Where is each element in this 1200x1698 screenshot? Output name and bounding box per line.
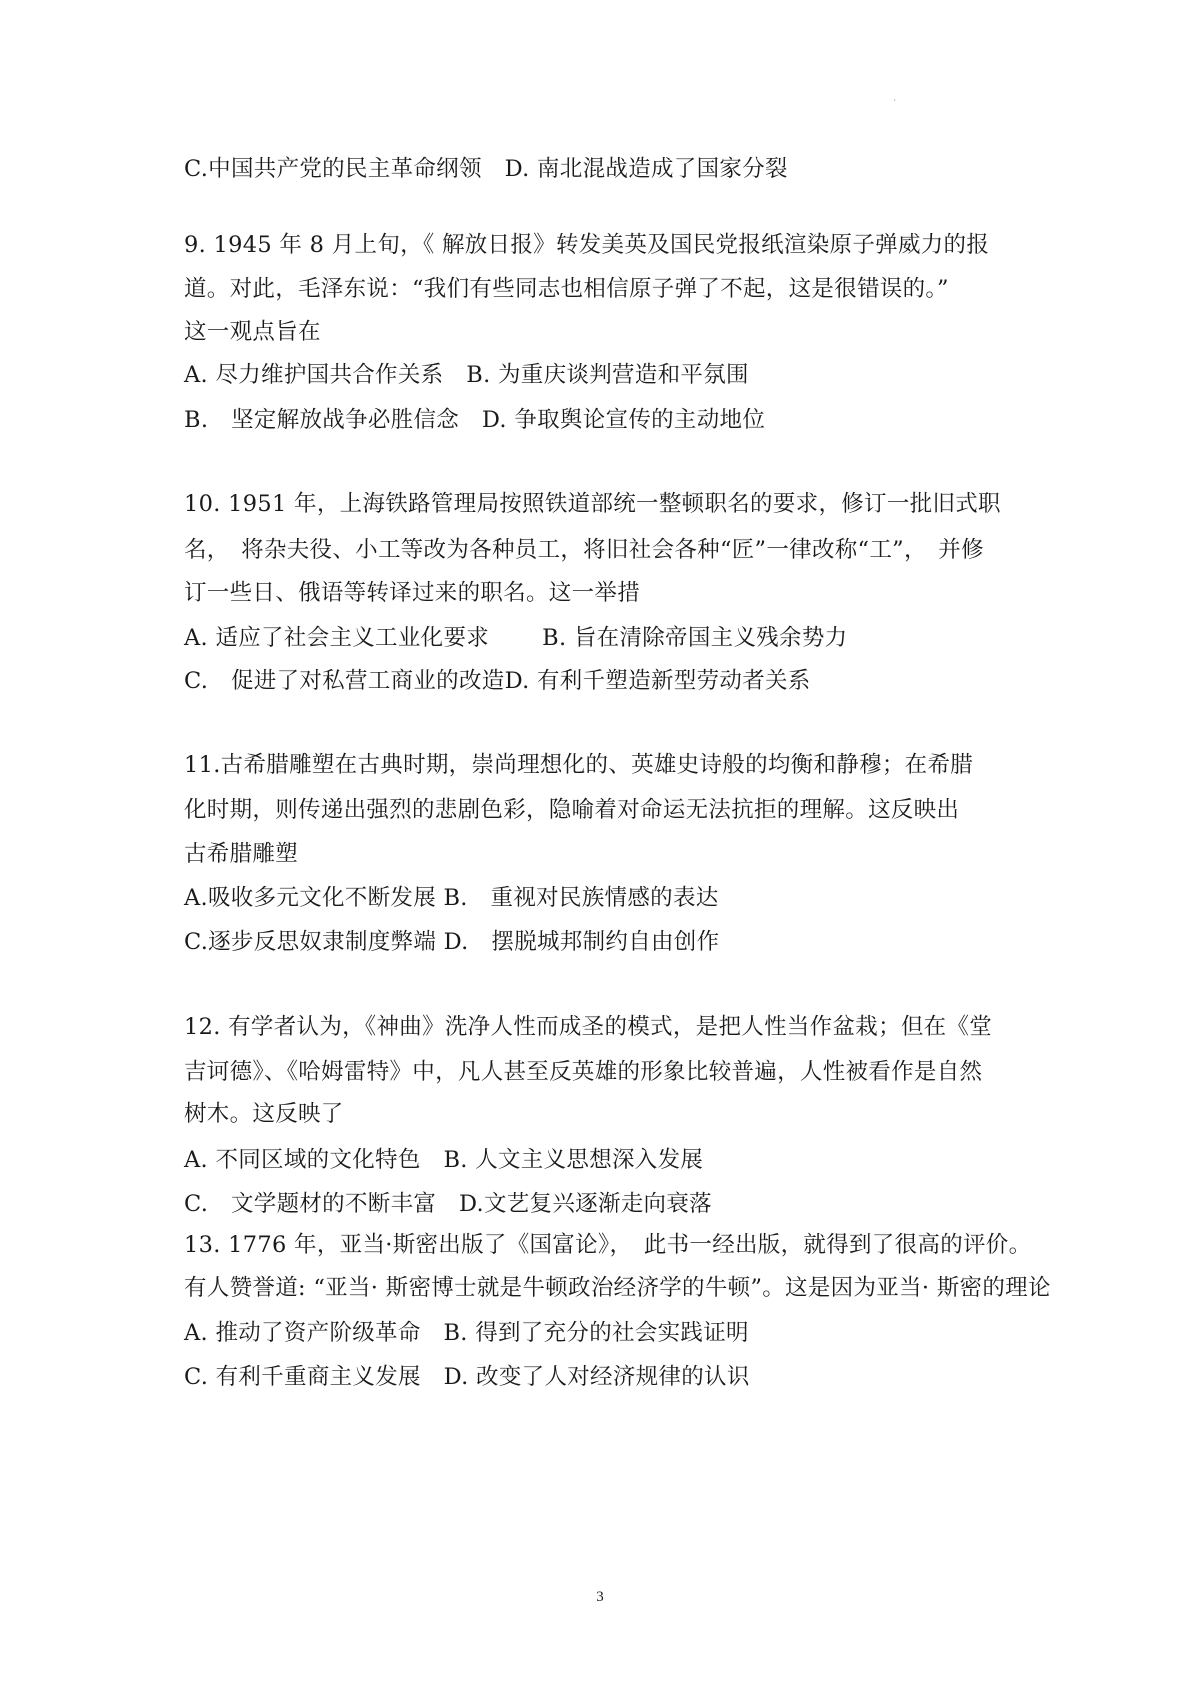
question-9-option-line: A. 尽力维护国共合作关系 B. 为重庆谈判营造和平氛围	[184, 362, 749, 388]
question-12-stem-line: 树木。这反映了	[184, 1101, 344, 1127]
question-11-option-line: A.吸收多元文化不断发展 B. 重视对民族情感的表达	[184, 885, 719, 911]
question-11-stem-line: 11.古希腊雕塑在古典时期，崇尚理想化的、英雄史诗般的均衡和静穆；在希腊	[184, 752, 974, 778]
question-11-option-line: C.逐步反思奴隶制度弊端 D. 摆脱城邦制约自由创作	[184, 929, 720, 955]
question-10-stem-line: 订一些日、俄语等转译过来的职名。这一举措	[184, 580, 641, 606]
question-13-option-line: C. 有利千重商主义发展 D. 改变了人对经济规律的认识	[184, 1364, 750, 1390]
question-12-stem-line: 12. 有学者认为，《神曲》洗净人性而成圣的模式，是把人性当作盆栽；但在《堂	[184, 1014, 993, 1040]
question-10-option-line: A. 适应了社会主义工业化要求 B. 旨在清除帝国主义残余势力	[184, 625, 848, 651]
question-9-stem-line: 9. 1945 年 8 月上旬，《 解放日报》转发美英及国民党报纸渲染原子弹威力的报	[184, 232, 990, 258]
question-11-stem-line: 古希腊雕塑	[184, 841, 299, 867]
question-9-stem-line: 这一观点旨在	[184, 319, 321, 345]
speck-mark: `	[893, 99, 897, 108]
question-9-stem-line: 道。对此，毛泽东说：“我们有些同志也相信原子弹了不起，这是很错误的。”	[184, 276, 949, 302]
question-13-stem-line: 13. 1776 年，亚当·斯密出版了《国富论》， 此书一经出版，就得到了很高的评价。	[184, 1232, 1032, 1258]
question-12-option-line: C. 文学题材的不断丰富 D.文艺复兴逐渐走向衰落	[184, 1191, 712, 1217]
page-number: 3	[596, 1589, 604, 1605]
question-9-option-line: B. 坚定解放战争必胜信念 D. 争取舆论宣传的主动地位	[184, 407, 766, 433]
question-12-option-line: A. 不同区域的文化特色 B. 人文主义思想深入发展	[184, 1147, 704, 1173]
question-10-option-line: C. 促进了对私营工商业的改造D. 有利千塑造新型劳动者关系	[184, 668, 811, 694]
question-8-option-line: C.中国共产党的民主革命纲领 D. 南北混战造成了国家分裂	[184, 156, 788, 182]
question-10-stem-line: 名， 将杂夫役、小工等改为各种员工，将旧社会各种“匠”一律改称“工”， 并修	[184, 537, 984, 563]
question-11-stem-line: 化时期，则传递出强烈的悲剧色彩，隐喻着对命运无法抗拒的理解。这反映出	[184, 797, 960, 823]
question-13-option-line: A. 推动了资产阶级革命 B. 得到了充分的社会实践证明	[184, 1320, 749, 1346]
question-10-stem-line: 10. 1951 年，上海铁路管理局按照铁道部统一整顿职名的要求，修订一批旧式职	[184, 491, 1001, 517]
question-13-stem-line: 有人赞誉道: “亚当· 斯密博士就是牛顿政治经济学的牛顿”。这是因为亚当· 斯密的理论	[184, 1275, 1051, 1301]
question-12-stem-line: 吉诃德》、《哈姆雷特》中，凡人甚至反英雄的形象比较普遍，人性被看作是自然	[184, 1059, 983, 1085]
